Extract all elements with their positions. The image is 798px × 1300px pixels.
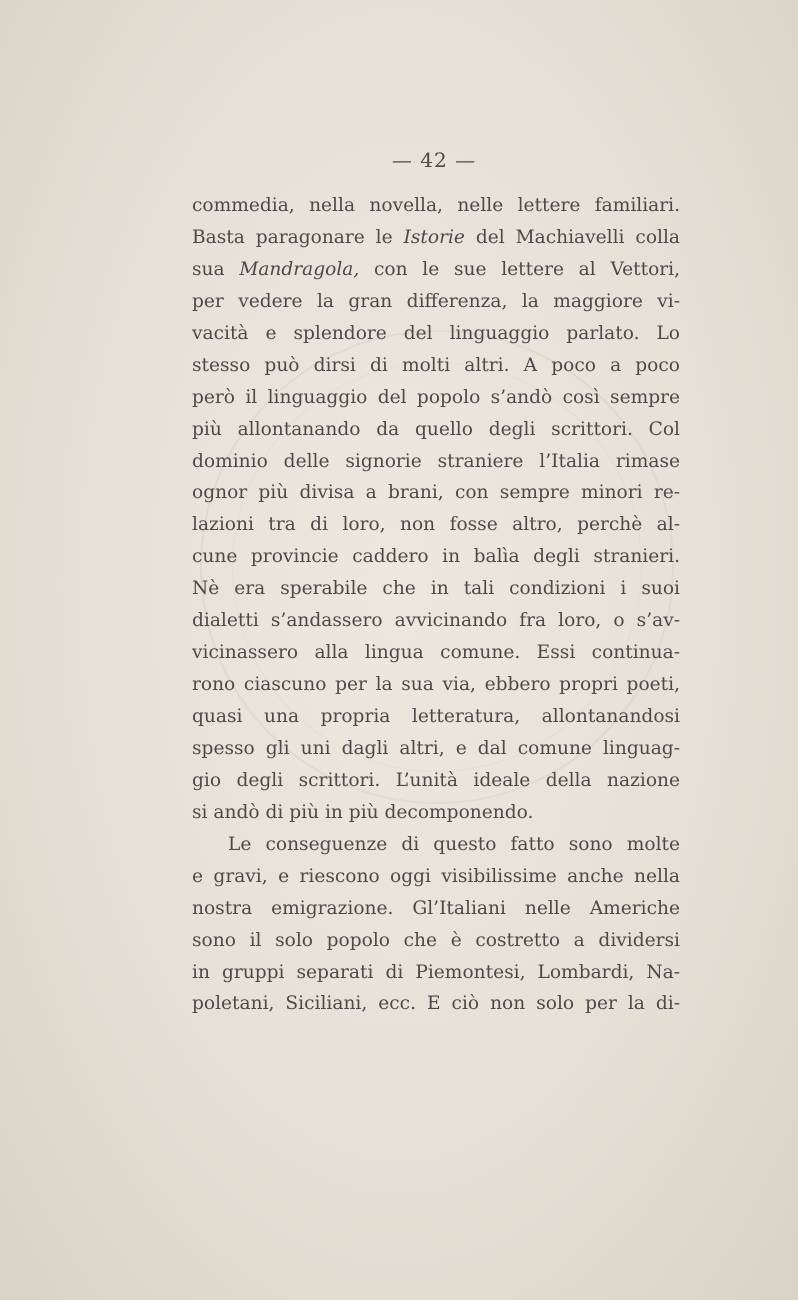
text-line [192, 765, 680, 797]
text-line [192, 861, 680, 893]
italic-title: Mandragola, [239, 258, 360, 280]
text-segment: gio degli scrittori. L’unità ideale della nazione [192, 769, 680, 791]
text-line [192, 669, 680, 701]
text-segment: stesso può dirsi di molti altri. A poco a poco [192, 354, 680, 376]
text-line [192, 988, 680, 1020]
text-segment: quasi una propria letteratura, allontanandosi [192, 706, 680, 727]
text-segment: cune provincie caddero in balìa degli stranieri. [192, 546, 680, 568]
text-segment: sua [192, 258, 240, 280]
text-segment: più allontanando da quello degli scrittori. Col [192, 418, 680, 440]
text-segment: in gruppi separati di Piemontesi, Lombardi, Na- [192, 961, 680, 983]
text-segment: però il linguaggio del popolo s’andò così sempre [192, 386, 680, 408]
text-segment: Basta paragonare le [192, 226, 404, 248]
text-line [192, 733, 680, 765]
text-segment: per vedere la gran differenza, la maggiore vi- [192, 290, 680, 312]
text-line [192, 605, 680, 637]
text-line [192, 254, 680, 286]
body-text [192, 190, 680, 1020]
text-segment: e gravi, e riescono oggi visibilissime anche nella [192, 865, 680, 887]
text-segment: vacità e splendore del linguaggio parlato. Lo [192, 322, 680, 344]
text-line [192, 382, 680, 414]
text-line [192, 477, 680, 509]
text-line [192, 637, 680, 669]
text-line [192, 190, 680, 222]
text-line [192, 350, 680, 382]
text-line [192, 797, 680, 829]
text-segment: poletani, Siciliani, ecc. E ciò non solo per la di- [192, 993, 680, 1015]
text-segment: Nè era sperabile che in tali condizioni i suoi [192, 578, 680, 600]
italic-title: Istorie [403, 226, 465, 248]
text-line [192, 829, 680, 861]
text-segment: dominio delle signorie straniere l’Italia rimase [192, 450, 680, 472]
text-segment: vicinassero alla lingua comune. Essi continua- [192, 642, 680, 664]
text-line [192, 222, 680, 254]
text-line [192, 509, 680, 541]
text-line [192, 286, 680, 318]
text-segment: ognor più divisa a brani, con sempre minori re- [192, 482, 680, 504]
text-segment: commedia, nella novella, nelle lettere familiari. [192, 195, 680, 216]
text-line [192, 957, 680, 989]
text-segment: Le conseguenze di questo fatto sono molte [228, 833, 680, 855]
page-number: — 42 — [391, 148, 477, 172]
text-segment: lazioni tra di loro, non fosse altro, perchè al- [192, 514, 680, 536]
text-line [192, 414, 680, 446]
text-line [192, 446, 680, 478]
text-segment: spesso gli uni dagli altri, e dal comune linguag- [192, 737, 680, 759]
text-line [192, 701, 680, 733]
text-segment: del Machiavelli colla [464, 226, 680, 248]
text-line [192, 318, 680, 350]
text-segment: nostra emigrazione. Gl’Italiani nelle Americhe [192, 897, 680, 919]
text-segment: con le sue lettere al Vettori, [359, 258, 680, 280]
text-line [192, 925, 680, 957]
text-line [192, 573, 680, 605]
text-segment: rono ciascuno per la sua via, ebbero propri poeti, [192, 674, 680, 696]
text-segment: sono il solo popolo che è costretto a dividersi [192, 929, 680, 951]
text-segment: si andò di più in più decomponendo. [192, 801, 534, 823]
text-segment: dialetti s’andassero avvicinando fra loro, o s’av- [192, 610, 680, 632]
text-line [192, 893, 680, 925]
text-line [192, 541, 680, 573]
